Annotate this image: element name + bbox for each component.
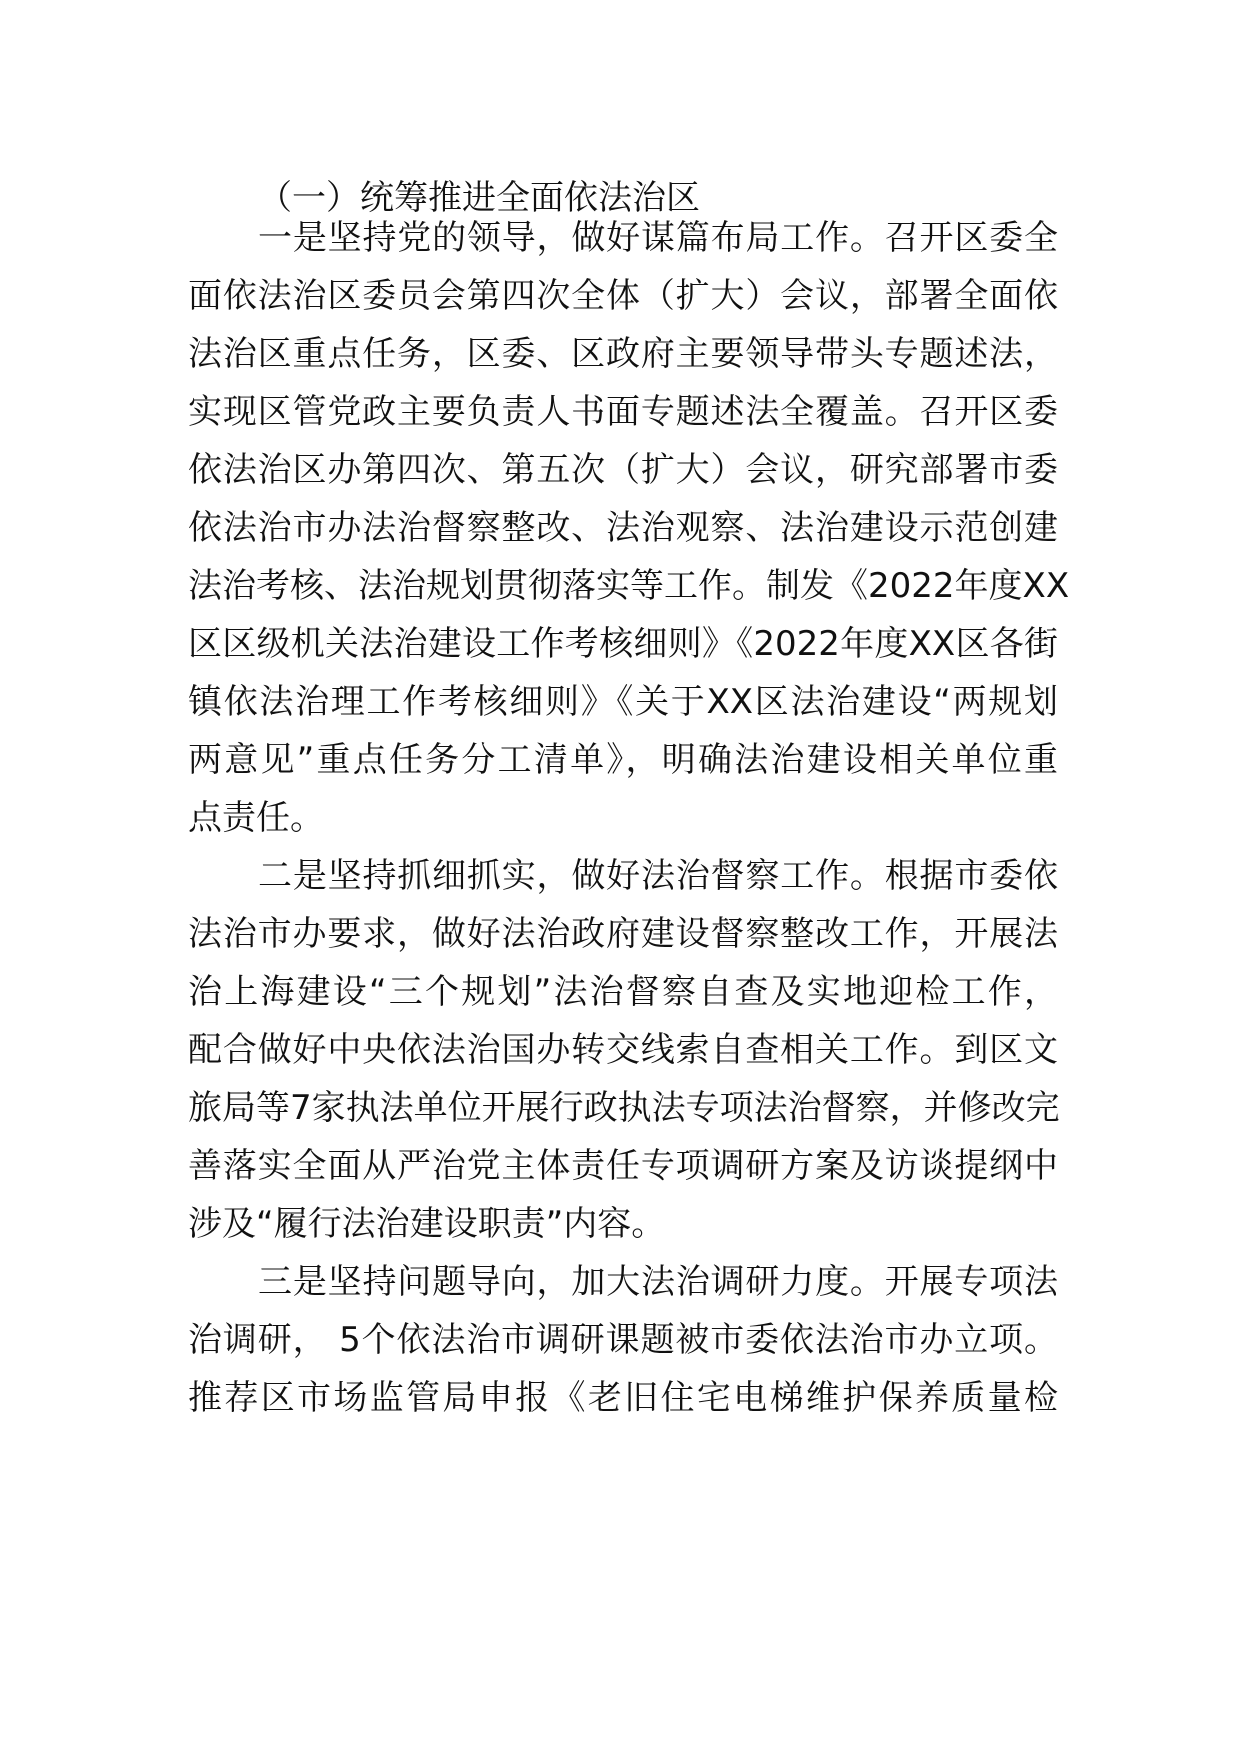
paragraph-1-line-10: 两意见”重点任务分工清单》，明确法治建设相关单位重: [188, 740, 1058, 780]
paragraph-1-line-3: 法治区重点任务，区委、区政府主要领导带头专题述法，: [188, 334, 1058, 374]
paragraph-1-line-4: 实现区管党政主要负责人书面专题述法全覆盖。召开区委: [188, 392, 1058, 432]
section-heading: （一）统筹推进全面依法治区: [258, 178, 700, 218]
paragraph-2-line-4: 配合做好中央依法治国办转交线索自查相关工作。到区文: [188, 1030, 1058, 1070]
paragraph-1-line-5: 依法治区办第四次、第五次（扩大）会议，研究部署市委: [188, 450, 1058, 490]
paragraph-1-line-2: 面依法治区委员会第四次全体（扩大）会议，部署全面依: [188, 276, 1058, 316]
paragraph-1-line-7: 法治考核、法治规划贯彻落实等工作。制发《2022年度XX: [188, 566, 1070, 606]
paragraph-2-line-7: 涉及“履行法治建设职责”内容。: [188, 1204, 666, 1244]
paragraph-2-line-6: 善落实全面从严治党主体责任专项调研方案及访谈提纲中: [188, 1146, 1058, 1186]
paragraph-2-line-5: 旅局等7家执法单位开展行政执法专项法治督察，并修改完: [188, 1088, 1060, 1128]
paragraph-1-line-9: 镇依法治理工作考核细则》《关于XX区法治建设“两规划: [188, 682, 1058, 722]
paragraph-1-line-8: 区区级机关法治建设工作考核细则》《2022年度XX区各街: [188, 624, 1058, 664]
paragraph-3-line-1: 三是坚持问题导向，加大法治调研力度。开展专项法: [258, 1262, 1058, 1302]
paragraph-1-line-11: 点责任。: [188, 798, 324, 838]
paragraph-3-line-3: 推荐区市场监管局申报《老旧住宅电梯维护保养质量检: [188, 1378, 1058, 1418]
paragraph-2-line-2: 法治市办要求，做好法治政府建设督察整改工作，开展法: [188, 914, 1058, 954]
paragraph-1-line-1: 一是坚持党的领导，做好谋篇布局工作。召开区委全: [258, 218, 1058, 258]
paragraph-2-line-1: 二是坚持抓细抓实，做好法治督察工作。根据市委依: [258, 856, 1058, 896]
paragraph-1-line-6: 依法治市办法治督察整改、法治观察、法治建设示范创建: [188, 508, 1058, 548]
paragraph-3-line-2: 治调研， 5个依法治市调研课题被市委依法治市办立项。: [188, 1320, 1058, 1360]
paragraph-2-line-3: 治上海建设“三个规划”法治督察自查及实地迎检工作，: [188, 972, 1058, 1012]
